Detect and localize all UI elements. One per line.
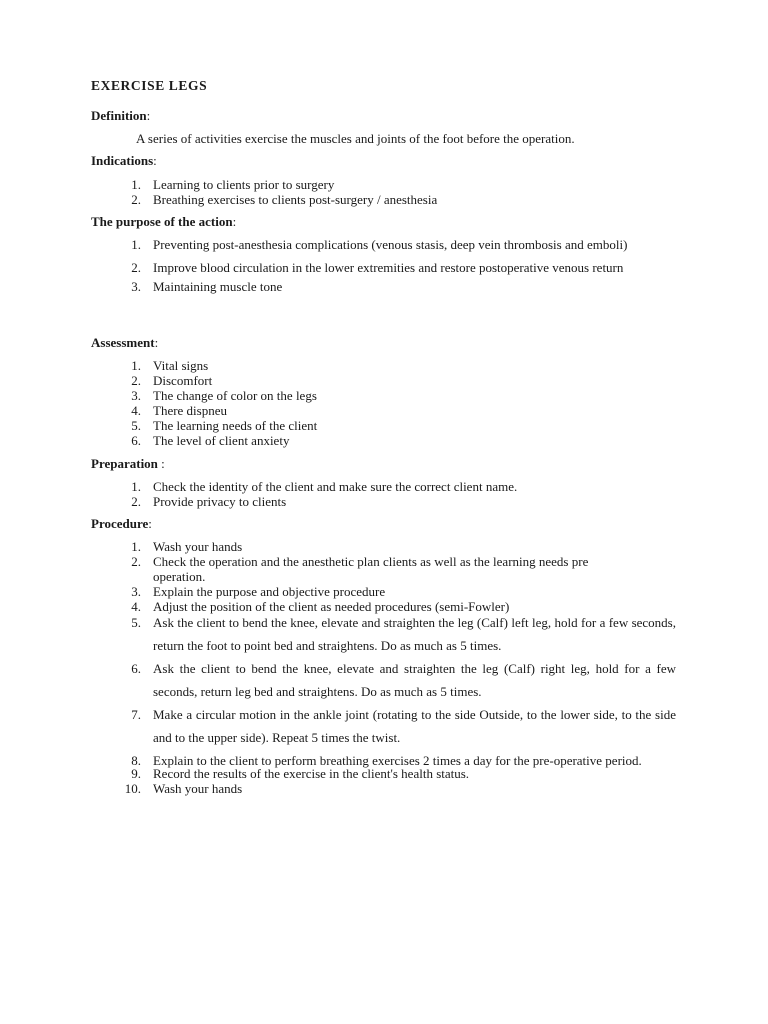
list-item: 10. Wash your hands [124, 781, 243, 796]
list-item: 2. Breathing exercises to clients post-surgery / anesthesia [131, 192, 438, 207]
indications-list [91, 177, 676, 207]
list-item: 4. Adjust the position of the client as needed procedures (semi-Fowler) [131, 599, 510, 614]
indications-label: Indications [91, 153, 154, 168]
list-item: 6. Ask the client to bend the knee, elevate and straighten the leg (Calf) right leg, hold for a few seconds, return leg bed and straightens. Do as much as 5 times. [131, 661, 676, 699]
preparation-list [91, 479, 676, 509]
list-item: 1. Check the identity of the client and make sure the correct client name. [131, 479, 518, 494]
assessment-heading: Assessment: [91, 335, 159, 350]
preparation-heading: Preparation : [91, 456, 165, 471]
procedure-list-continued [91, 611, 676, 772]
list-item: 5. The learning needs of the client [131, 418, 318, 433]
list-item: 3. Maintaining muscle tone [131, 279, 283, 294]
procedure-label: Procedure [91, 516, 149, 531]
purpose-label: The purpose of the action [91, 214, 233, 229]
assessment-list [91, 358, 676, 448]
list-item: 6. The level of client anxiety [131, 433, 290, 448]
list-item: 2. Check the operation and the anesthetic plan clients as well as the learning needs pre operation. [131, 554, 589, 584]
definition-text: A series of activities exercise the muscles and joints of the foot before the operation. [136, 131, 575, 146]
list-item: 5. Ask the client to bend the knee, elevate and straighten the leg (Calf) left leg, hold for a few seconds, return the foot to point bed and straightens. Do as much as 5 times. [131, 615, 676, 653]
list-item: 2. Improve blood circulation in the lower extremities and restore postoperative venous return [131, 260, 624, 275]
procedure-list-end [91, 766, 676, 796]
purpose-list [91, 233, 676, 294]
document-title: EXERCISE LEGS [91, 78, 208, 93]
definition-heading: Definition: [91, 108, 151, 123]
list-item: 8. Explain to the client to perform breathing exercises 2 times a day for the pre-operative period. [131, 753, 642, 768]
list-item: 7. Make a circular motion in the ankle joint (rotating to the side Outside, to the lower side, to the side and to the upper side). Repeat 5 times the twist. [131, 707, 676, 745]
indications-heading: Indications: [91, 153, 157, 168]
list-item: 3. Explain the purpose and objective procedure [131, 584, 386, 599]
list-item: 3. The change of color on the legs [131, 388, 317, 403]
assessment-label: Assessment [91, 335, 155, 350]
procedure-heading: Procedure: [91, 516, 152, 531]
preparation-label: Preparation [91, 456, 158, 471]
list-item: 1. Preventing post-anesthesia complications (venous stasis, deep vein thrombosis and emboli) [131, 237, 628, 252]
list-item: 2. Discomfort [131, 373, 213, 388]
list-item: 4. There dispneu [131, 403, 228, 418]
list-item: 9. Record the results of the exercise in the client's health status. [131, 766, 470, 781]
procedure-list [91, 539, 676, 614]
purpose-heading: The purpose of the action: [91, 214, 237, 229]
definition-label: Definition [91, 108, 147, 123]
list-item: 1. Vital signs [131, 358, 209, 373]
list-item: 1. Learning to clients prior to surgery [131, 177, 335, 192]
list-item: 1. Wash your hands [131, 539, 243, 554]
list-item: 2. Provide privacy to clients [131, 494, 287, 509]
